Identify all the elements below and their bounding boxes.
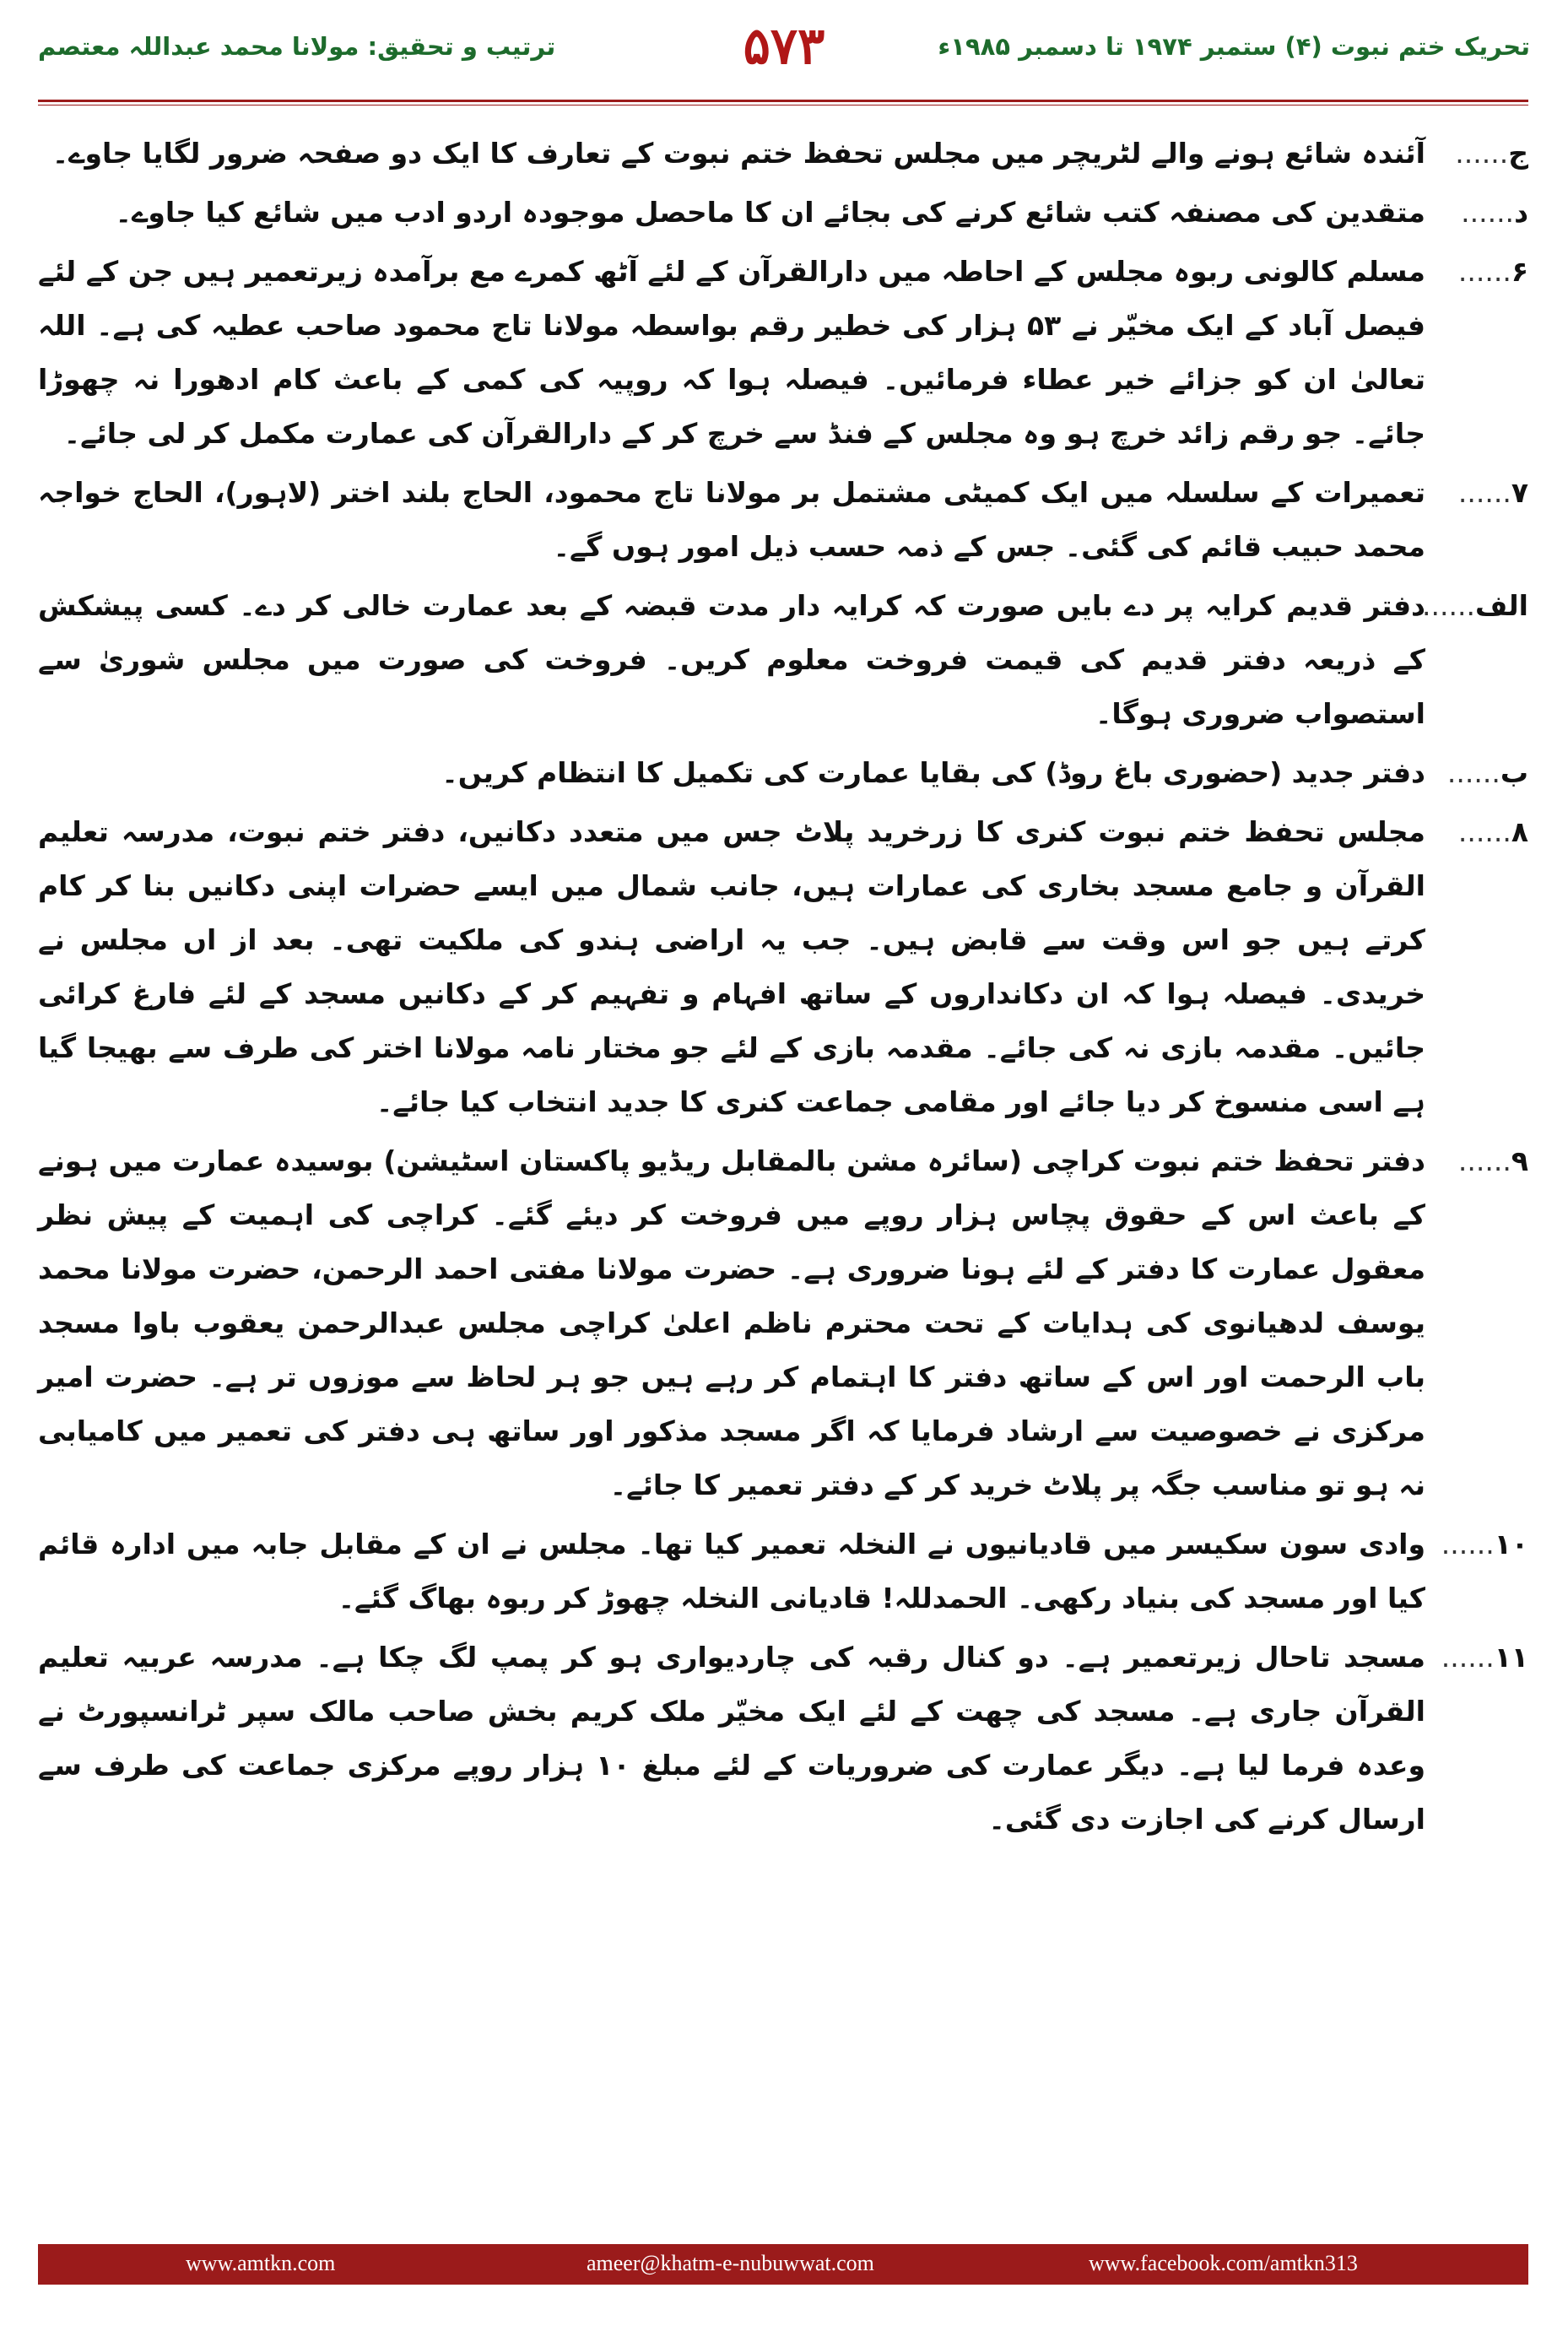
- paragraph-marker: الف......: [1422, 589, 1528, 622]
- paragraph-text: متقدین کی مصنفہ کتب شائع کرنے کی بجائے ان کا ماحصل موجودہ اردو ادب میں شائع کیا جاوے۔: [115, 196, 1425, 229]
- paragraph-text: دفتر تحفظ ختم نبوت کراچی (سائرہ مشن بالمقابل ریڈیو پاکستان اسٹیشن) بوسیدہ عمارت میں ہونے کے باعث اس کے حقوق پچاس ہزار روپے میں فروخت کر دیئے گئے۔ کراچی کی اہمیت کے پیش نظر معقول عمارت کا دفتر کے لئے ہونا ضروری ہے۔ حضرت مولانا مفتی احمد الرحمن، حضرت مولانا محمد یوسف لدھیانوی کی ہدایات کے تحت محترم ناظم اعلیٰ کراچی مجلس عبدالرحمن یعقوب باوا مسجد باب الرحمت اور اس کے ساتھ دفتر کا اہتمام کر رہے ہیں جو ہر لحاظ سے موزوں تر ہے۔ حضرت امیر مرکزی نے خصوصیت سے ارشاد فرمایا کہ اگر مسجد مذکور اور ساتھ ہی دفتر کی تعمیر میں کامیابی نہ ہو تو مناسب جگہ پر پلاٹ خرید کر کے دفتر تعمیر کا جائے۔: [38, 1144, 1425, 1501]
- page-number: ۵۷۳: [743, 17, 825, 76]
- paragraph-marker: ب......: [1446, 756, 1528, 789]
- facebook-link[interactable]: www.facebook.com/amtkn313: [1089, 2251, 1358, 2275]
- paragraph-marker: ج......: [1455, 137, 1528, 170]
- page-footer: [38, 2244, 1528, 2285]
- paragraph-bay: [38, 746, 1528, 800]
- paragraph-6: [38, 245, 1528, 461]
- paragraph-text: مسلم کالونی ربوہ مجلس کے احاطہ میں دارالقرآن کے لئے آٹھ کمرے مع برآمدہ زیرتعمیر ہیں جن کے لئے فیصل آباد کے ایک مخیّر نے ۵۳ ہزار کی خطیر رقم بواسطہ مولانا تاج محمود صاحب عطیہ کی ہے۔ اللہ تعالیٰ ان کو جزائے خیر عطاء فرمائیں۔ فیصلہ ہوا کہ روپیہ کی کمی کے باعث کام ادھورا نہ چھوڑا جائے۔ جو رقم زائد خرچ ہو وہ مجلس کے فنڈ سے خرچ کر کے دارالقرآن کی عمارت مکمل کر لی جائے۔: [38, 255, 1425, 450]
- paragraph-text: مسجد تاحال زیرتعمیر ہے۔ دو کنال رقبہ کی چاردیواری ہو کر پمپ لگ چکا ہے۔ مدرسہ عربیہ تعلیم القرآن جاری ہے۔ مسجد کی چھت کے لئے ایک مخیّر ملک کریم بخش صاحب مالک سپر ٹرانسپورٹ نے وعدہ فرما لیا ہے۔ دیگر عمارت کی ضروریات کے لئے مبلغ ۱۰ ہزار روپے مرکزی جماعت کی طرف سے ارسال کرنے کی اجازت دی گئی۔: [38, 1641, 1425, 1836]
- paragraph-daal: [38, 186, 1528, 240]
- paragraph-text: دفتر جدید (حضوری باغ روڈ) کی بقایا عمارت کی تکمیل کا انتظام کریں۔: [441, 756, 1425, 789]
- website-link[interactable]: www.amtkn.com: [186, 2251, 336, 2275]
- paragraph-marker: ۱۱......: [1441, 1641, 1528, 1674]
- paragraph-text: وادی سون سکیسر میں قادیانیوں نے النخلہ تعمیر کیا تھا۔ مجلس نے ان کے مقابل جابہ میں ادارہ قائم کیا اور مسجد کی بنیاد رکھی۔ الحمدللہ! قادیانی النخلہ چھوڑ کر ربوہ بھاگ گئے۔: [38, 1528, 1425, 1615]
- compiler-credit: ترتیب و تحقیق: مولانا محمد عبداللہ معتصم: [38, 32, 556, 61]
- header-rule: [38, 100, 1528, 102]
- page-body: [38, 127, 1528, 2186]
- paragraph-marker: ۷......: [1457, 476, 1528, 509]
- paragraph-jeem: [38, 127, 1528, 181]
- paragraph-9: [38, 1134, 1528, 1512]
- paragraph-marker: ۶......: [1457, 255, 1528, 288]
- paragraph-text: مجلس تحفظ ختم نبوت کنری کا زرخرید پلاٹ جس میں متعدد دکانیں، دفتر ختم نبوت، مدرسہ تعلیم القرآن و جامع مسجد بخاری کی عمارات ہیں، جانب شمال میں ایسے حضرات اپنی دکانیں بنا کر کام کرتے ہیں جو اس وقت سے قابض ہیں۔ جب یہ اراضی ہندو کی ملکیت تھی۔ بعد از اں مجلس نے خریدی۔ فیصلہ ہوا کہ ان دکانداروں کے ساتھ افہام و تفہیم کر کے دکانیں مسجد کے لئے فارغ کرائی جائیں۔ مقدمہ بازی نہ کی جائے۔ مقدمہ بازی کے لئے جو مختار نامہ مولانا اختر کی طرف سے بھیجا گیا ہے اسی منسوخ کر دیا جائے اور مقامی جماعت کنری کا جدید انتخاب کیا جائے۔: [38, 815, 1425, 1118]
- paragraph-text: آئندہ شائع ہونے والے لٹریچر میں مجلس تحفظ ختم نبوت کے تعارف کا ایک دو صفحہ ضرور لگایا جاوے۔: [51, 137, 1425, 170]
- paragraph-marker: ۹......: [1457, 1144, 1528, 1177]
- paragraph-alif: [38, 579, 1528, 741]
- paragraph-text: تعمیرات کے سلسلہ میں ایک کمیٹی مشتمل بر مولانا تاج محمود، الحاج بلند اختر (لاہور)، الحاج خواجہ محمد حبیب قائم کی گئی۔ جس کے ذمہ حسب ذیل امور ہوں گے۔: [38, 476, 1425, 563]
- paragraph-7: [38, 466, 1528, 574]
- paragraph-8: [38, 805, 1528, 1129]
- paragraph-10: [38, 1517, 1528, 1625]
- book-title: تحریک ختم نبوت (۴) ستمبر ۱۹۷۴ تا دسمبر ۱۹۸۵ء: [938, 32, 1530, 61]
- paragraph-marker: ۸......: [1457, 815, 1528, 848]
- paragraph-marker: ۱۰......: [1441, 1528, 1528, 1560]
- paragraph-11: [38, 1631, 1528, 1847]
- paragraph-marker: د......: [1461, 196, 1528, 229]
- email-link[interactable]: ameer@khatm-e-nubuwwat.com: [587, 2251, 874, 2275]
- paragraph-text: دفتر قدیم کرایہ پر دے بایں صورت کہ کرایہ دار مدت قبضہ کے بعد عمارت خالی کر دے۔ کسی پیشکش کے ذریعہ دفتر قدیم کی قیمت فروخت معلوم کریں۔ فروخت کی صورت میں مجلس شوریٰ سے استصواب ضروری ہوگا۔: [38, 589, 1425, 730]
- page-header: [0, 0, 1568, 110]
